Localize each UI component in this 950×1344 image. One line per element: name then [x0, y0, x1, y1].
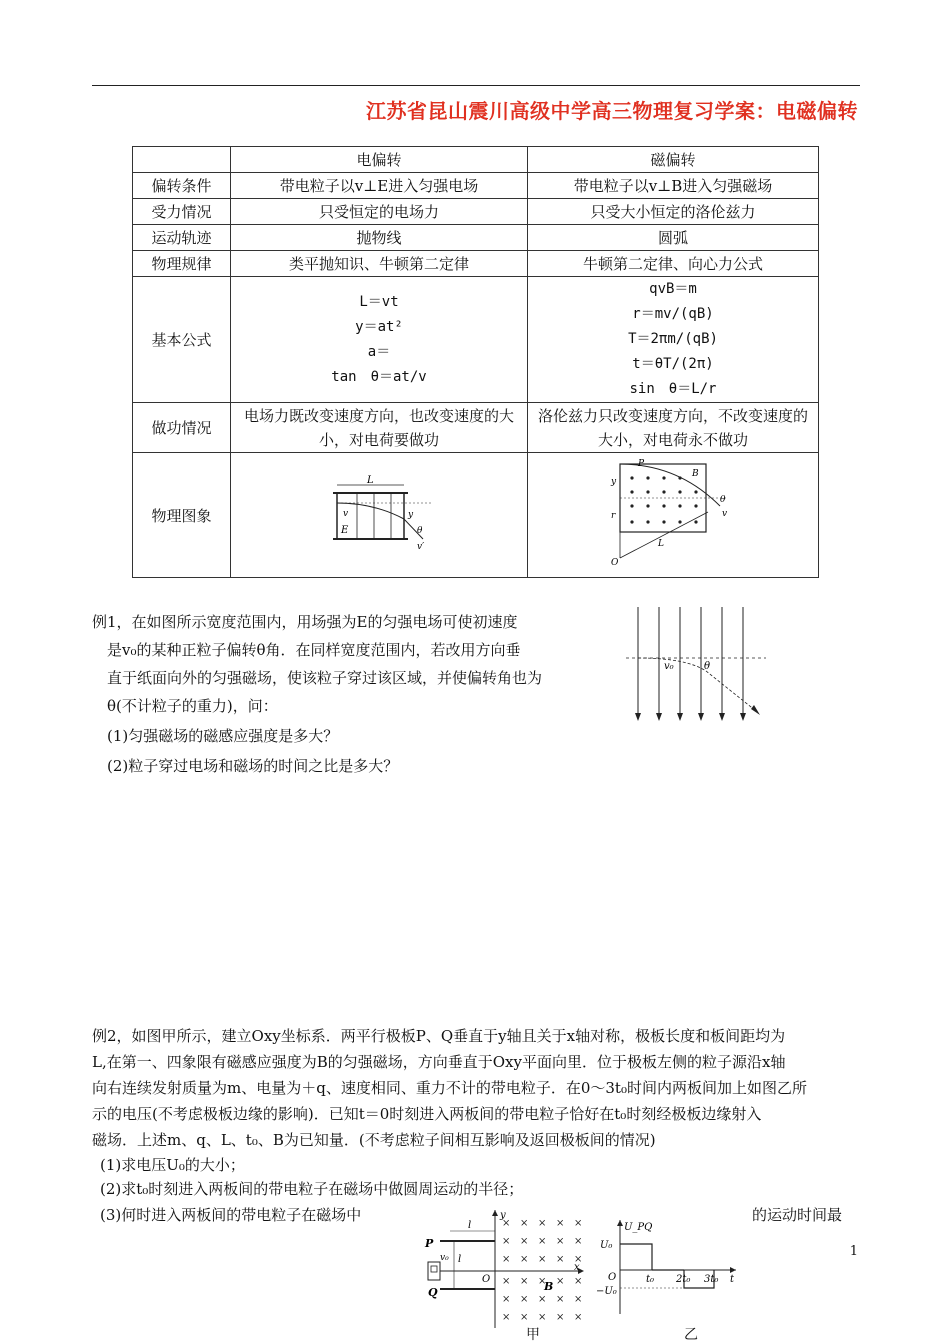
svg-text:×: ×: [538, 1254, 547, 1265]
label-r: r: [611, 511, 616, 521]
table-header-row: [133, 147, 819, 173]
example2-question: (2)求t₀时刻进入两板间的带电粒子在磁场中做圆周运动的半径；: [100, 1180, 524, 1198]
label-E: E: [341, 525, 349, 536]
formula-line: qvB＝m: [649, 281, 697, 297]
magnetic-deflection-diagram: [608, 458, 738, 568]
svg-text:×: ×: [502, 1294, 511, 1305]
formula-line: y＝at²: [355, 318, 403, 335]
example1-question: (1)匀强磁场的磁感应强度是多大？: [107, 727, 339, 745]
example1-line: 例1，在如图所示宽度范围内，用场强为E的匀强电场可使初速度: [92, 613, 518, 631]
label-neg-U0: −U₀: [596, 1286, 617, 1297]
label-L: L: [658, 539, 664, 549]
example2-question: (1)求电压U₀的大小；: [100, 1156, 245, 1174]
figure-jia: [420, 1210, 590, 1330]
work-row: [133, 403, 819, 453]
example2-line: 向右连续发射质量为m、电量为＋q、速度相同、重力不计的带电粒子．在0～3t₀时间内两板间加上如图乙所: [92, 1079, 807, 1097]
elec-cell: 带电粒子以v⊥E进入匀强电场: [231, 173, 528, 199]
page-number: 1: [849, 1244, 858, 1259]
row-label: 偏转条件: [133, 173, 231, 199]
table-row: [133, 225, 819, 251]
svg-text:×: ×: [502, 1218, 511, 1229]
label-l-top: l: [468, 1220, 472, 1231]
mag-formulas: [528, 277, 819, 403]
label-P: P: [425, 1237, 434, 1250]
label-O: O: [611, 558, 619, 568]
figure-yi-voltage-graph: [596, 1218, 756, 1328]
mag-cell: 洛伦兹力只改变速度方向，不改变速度的大小，对电荷永不做功: [528, 403, 819, 453]
label-y: y: [408, 510, 414, 520]
example1-line: θ(不计粒子的重力)，问：: [107, 697, 278, 715]
label-v: v: [722, 509, 728, 519]
svg-text:×: ×: [538, 1276, 547, 1287]
svg-text:×: ×: [556, 1236, 565, 1247]
label-x: x: [574, 1262, 580, 1273]
elec-cell: 电场力既改变速度方向，也改变速度的大小，对电荷要做功: [231, 403, 528, 453]
example2-line: 例2，如图甲所示，建立Oxy坐标系．两平行极板P、Q垂直于y轴且关于x轴对称，极板长度和板间距均为: [92, 1027, 786, 1045]
electric-deflection-diagram: [319, 473, 439, 553]
label-v0: v₀: [440, 1253, 449, 1263]
header-rule: [92, 85, 860, 86]
elec-cell: 只受恒定的电场力: [231, 199, 528, 225]
svg-text:×: ×: [520, 1312, 529, 1323]
formula-line: r＝mv/(qB): [632, 306, 714, 322]
label-Q: Q: [428, 1286, 438, 1299]
formula-line: a＝: [367, 343, 391, 360]
svg-text:×: ×: [520, 1276, 529, 1287]
comparison-table: [132, 146, 819, 578]
table-header-elec: 电偏转: [231, 147, 528, 173]
label-2t0: 2t₀: [676, 1274, 691, 1285]
svg-text:×: ×: [574, 1276, 583, 1287]
svg-text:×: ×: [520, 1236, 529, 1247]
mag-figure-cell: [528, 453, 819, 578]
row-label: 基本公式: [133, 277, 231, 403]
svg-text:×: ×: [502, 1312, 511, 1323]
table-row: [133, 199, 819, 225]
svg-text:×: ×: [538, 1236, 547, 1247]
label-l-mid: l: [458, 1254, 462, 1265]
example2-line: 示的电压(不考虑极板边缘的影响)．已知t＝0时刻进入两板间的带电粒子恰好在t₀时刻经极板边缘射入: [92, 1105, 762, 1123]
svg-text:×: ×: [556, 1294, 565, 1305]
example1-question: (2)粒子穿过电场和磁场的时间之比是多大？: [107, 757, 399, 775]
figure-row: [133, 453, 819, 578]
formula-line: L＝vt: [359, 293, 399, 310]
svg-text:×: ×: [538, 1218, 547, 1229]
mag-cell: 圆弧: [528, 225, 819, 251]
label-v-prime: v′: [417, 542, 425, 552]
example2-question-continued: 的运动时间最: [752, 1206, 843, 1224]
svg-text:×: ×: [520, 1294, 529, 1305]
label-L: L: [367, 475, 374, 486]
label-y: y: [611, 477, 617, 487]
label-theta: θ: [704, 661, 711, 672]
svg-text:×: ×: [502, 1254, 511, 1265]
example1-line: 是v₀的某种正粒子偏转θ角．在同样宽度范围内，若改用方向垂: [107, 641, 521, 659]
example2-question: (3)何时进入两板间的带电粒子在磁场中: [100, 1206, 362, 1224]
label-t0: t₀: [646, 1274, 655, 1285]
label-v: v: [343, 509, 349, 519]
svg-text:×: ×: [502, 1276, 511, 1287]
svg-text:×: ×: [556, 1312, 565, 1323]
svg-text:×: ×: [538, 1294, 547, 1305]
label-UPQ: U_PQ: [624, 1222, 653, 1233]
formula-line: sin θ＝L/r: [629, 381, 717, 397]
example2-line: L,在第一、四象限有磁感应强度为B的匀强磁场，方向垂直于Oxy平面向里．位于极板左侧的粒子源沿x轴: [92, 1053, 786, 1071]
figure-yi-caption: 乙: [684, 1327, 698, 1343]
example1-line: 直于纸面向外的匀强磁场，使该粒子穿过该区域，并使偏转角也为: [107, 669, 543, 687]
elec-cell: 类平抛知识、牛顿第二定律: [231, 251, 528, 277]
elec-formulas: [231, 277, 528, 403]
label-theta: θ: [720, 495, 726, 505]
label-O: O: [482, 1274, 491, 1285]
table-header-mag: 磁偏转: [528, 147, 819, 173]
svg-text:×: ×: [556, 1254, 565, 1265]
svg-text:×: ×: [556, 1276, 565, 1287]
table-header-empty: [133, 147, 231, 173]
row-label: 做功情况: [133, 403, 231, 453]
formula-line: tan θ＝at/v: [331, 368, 427, 385]
table-row: [133, 251, 819, 277]
svg-text:×: ×: [520, 1218, 529, 1229]
formula-line: T＝2πm/(qB): [628, 331, 718, 347]
svg-text:×: ×: [538, 1312, 547, 1323]
label-theta: θ: [417, 526, 423, 536]
label-P: P: [638, 459, 645, 469]
label-3t0: 3t₀: [704, 1274, 719, 1285]
svg-text:×: ×: [574, 1294, 583, 1305]
label-U0: U₀: [600, 1240, 613, 1251]
svg-text:×: ×: [520, 1254, 529, 1265]
mag-cell: 牛顿第二定律、向心力公式: [528, 251, 819, 277]
mag-cell: 只受大小恒定的洛伦兹力: [528, 199, 819, 225]
svg-text:×: ×: [556, 1218, 565, 1229]
svg-text:×: ×: [574, 1254, 583, 1265]
svg-text:×: ×: [574, 1218, 583, 1229]
row-label: 物理规律: [133, 251, 231, 277]
figure-jia-caption: 甲: [526, 1327, 540, 1343]
label-O: O: [608, 1272, 617, 1283]
svg-text:×: ×: [502, 1236, 511, 1247]
label-y: y: [500, 1210, 506, 1221]
label-v0: v₀: [664, 661, 674, 672]
formula-row: [133, 277, 819, 403]
page-title: 江苏省昆山震川高级中学高三物理复习学案：电磁偏转: [366, 99, 858, 123]
row-label: 物理图象: [133, 453, 231, 578]
mag-cell: 带电粒子以v⊥B进入匀强磁场: [528, 173, 819, 199]
svg-text:×: ×: [574, 1236, 583, 1247]
elec-figure-cell: [231, 453, 528, 578]
svg-text:×: ×: [574, 1312, 583, 1323]
row-label: 运动轨迹: [133, 225, 231, 251]
label-B: B: [692, 469, 699, 479]
elec-cell: 抛物线: [231, 225, 528, 251]
example2-line: 磁场．上述m、q、L、t₀、B为已知量．(不考虑粒子间相互影响及返回极板间的情况): [92, 1131, 656, 1149]
label-B: B: [544, 1280, 554, 1293]
formula-line: t＝θT/(2π): [632, 356, 714, 372]
row-label: 受力情况: [133, 199, 231, 225]
label-t: t: [730, 1274, 735, 1285]
table-row: [133, 173, 819, 199]
example1-field-diagram: [626, 603, 776, 725]
